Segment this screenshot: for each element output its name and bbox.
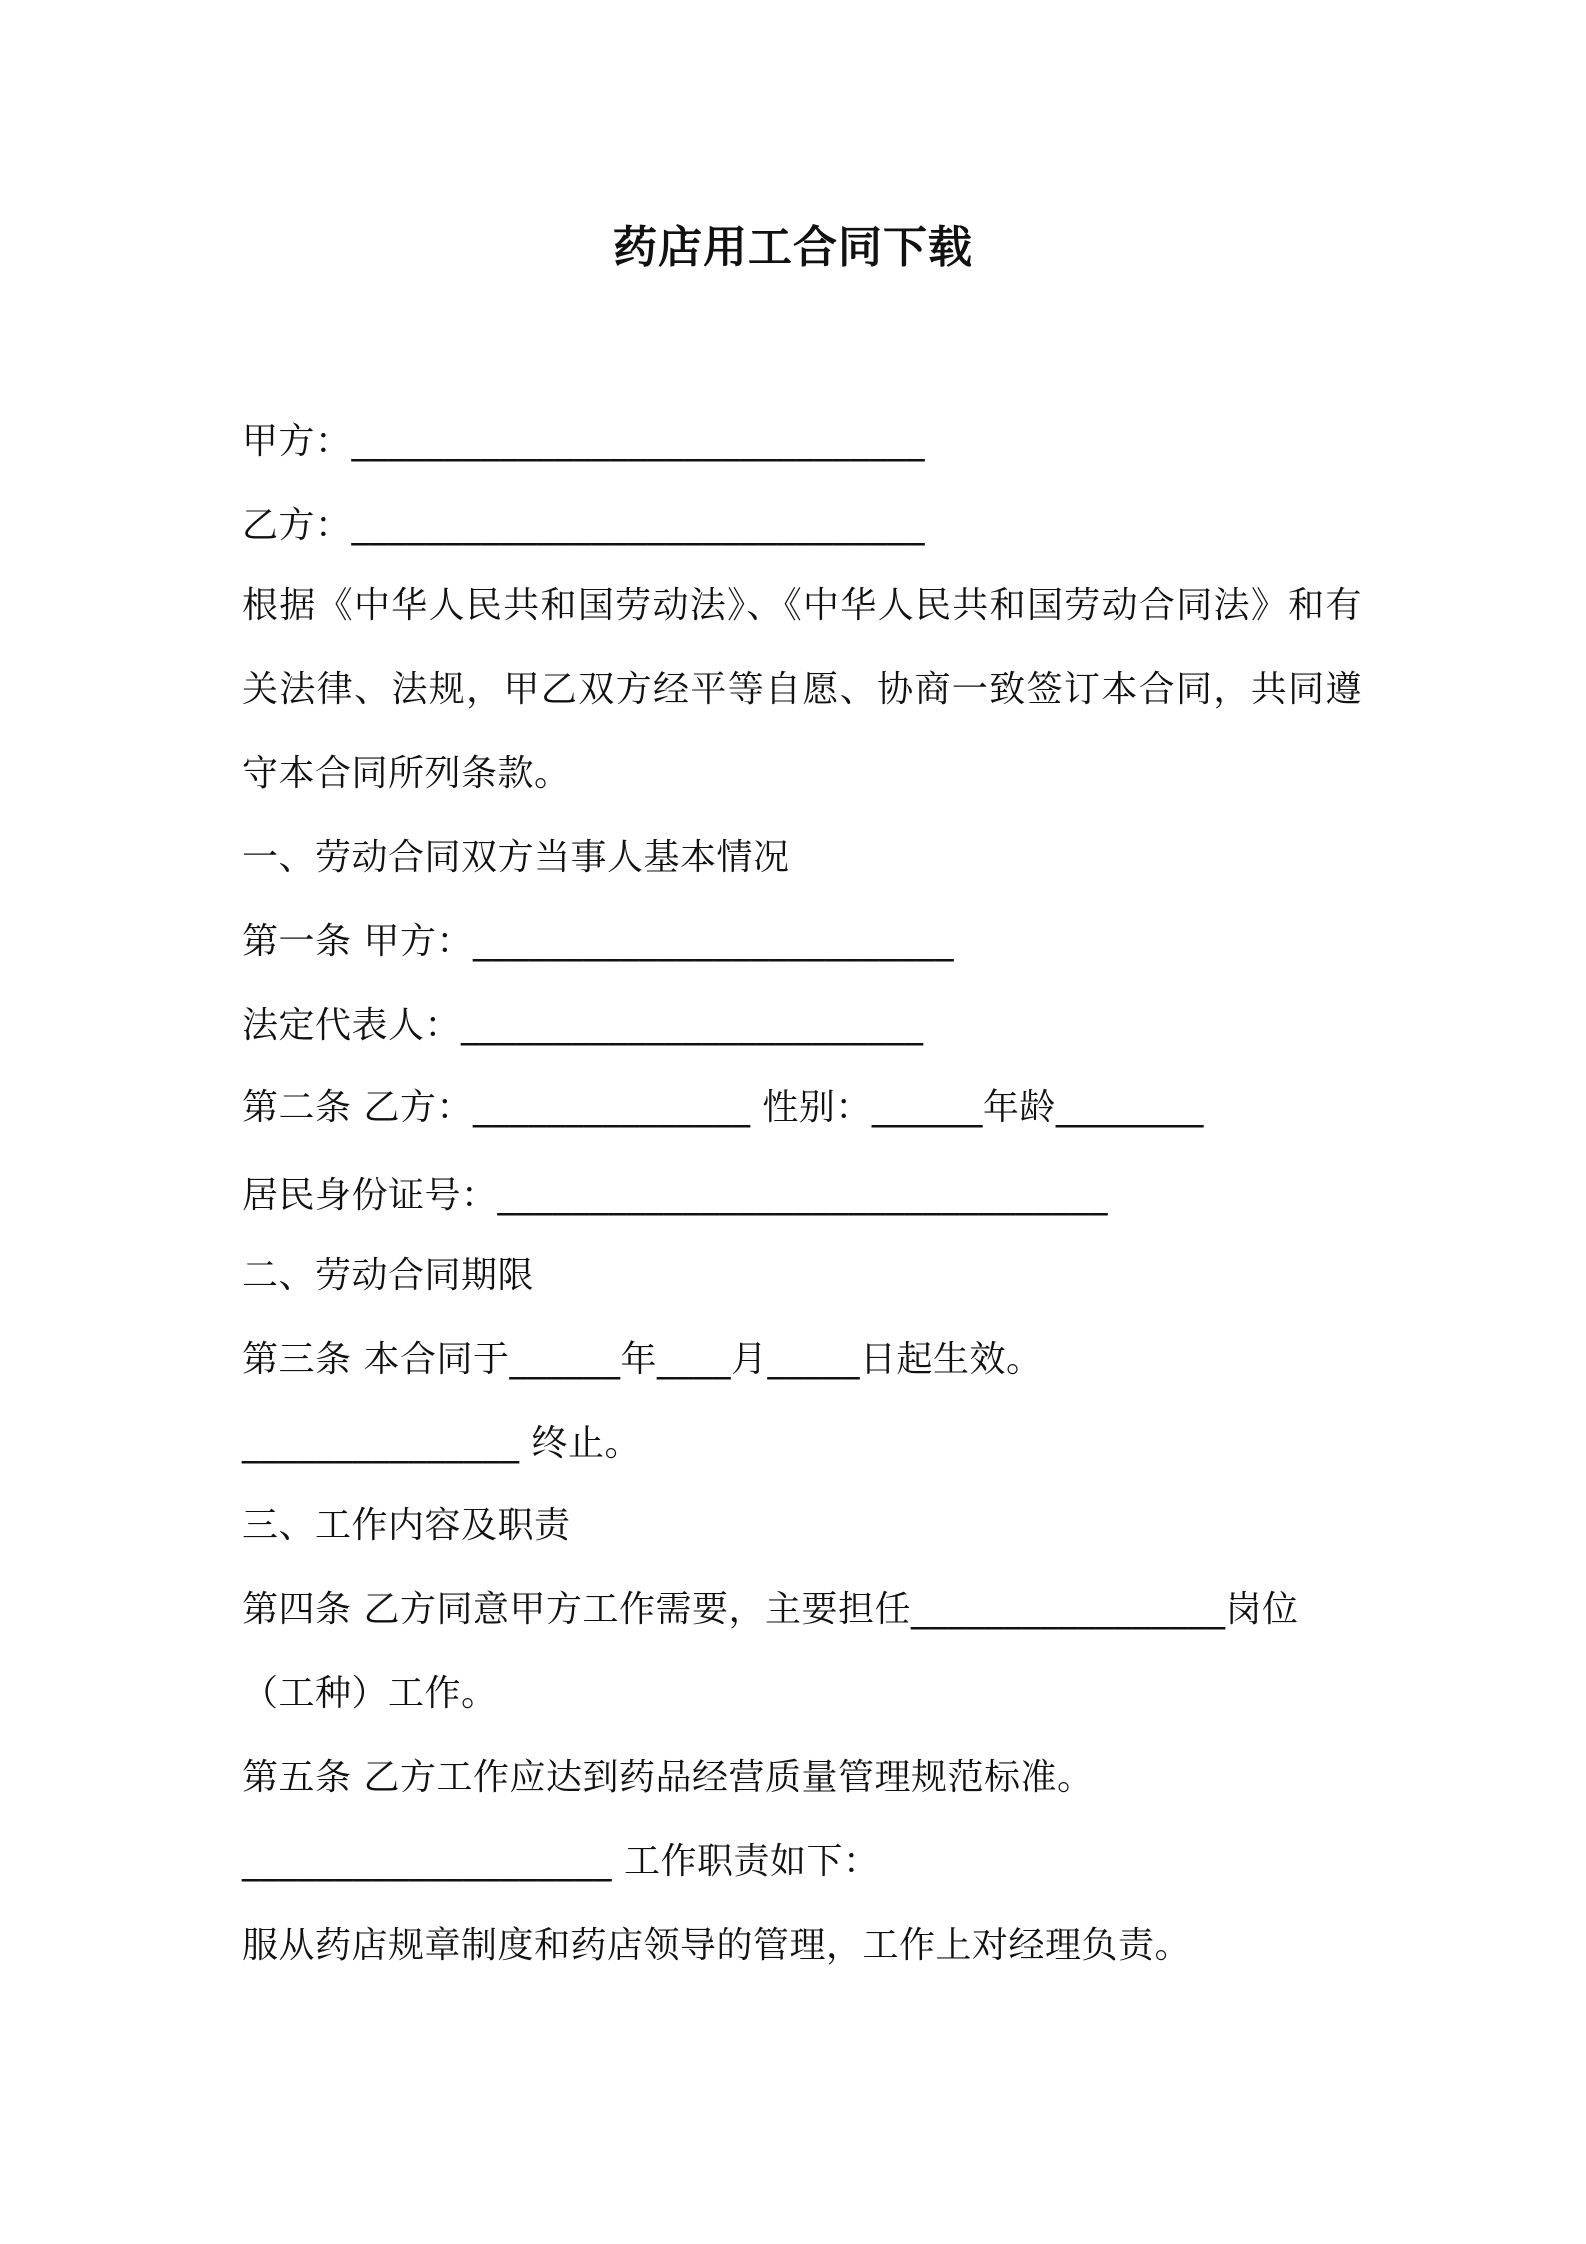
- article1-line: 第一条 甲方：__________________________: [242, 921, 954, 962]
- legal-representative-line: 法定代表人：_________________________: [242, 1005, 924, 1046]
- section2-heading: 二、劳动合同期限: [242, 1255, 535, 1296]
- article3-line: 第三条 本合同于______年____月_____日起生效。: [242, 1339, 1043, 1380]
- article5-line: 第五条 乙方工作应达到药品经营质量管理规范标准。: [242, 1757, 1094, 1798]
- section1-heading: 一、劳动合同双方当事人基本情况: [242, 837, 790, 878]
- termination-line: _______________ 终止。: [242, 1423, 641, 1464]
- document-title: 药店用工合同下载: [613, 222, 973, 273]
- article4-line2: （工种）工作。: [242, 1673, 498, 1714]
- article4-line1: 第四条 乙方同意甲方工作需要，主要担任_________________岗位: [242, 1589, 1299, 1630]
- intro-paragraph: 根据《中华人民共和国劳动法》、《中华人民共和国劳动合同法》和有关法律、法规，甲乙双方经平等自愿、协商一致签订本合同，共同遵守本合同所列条款。: [242, 585, 1362, 794]
- duties-intro-line: ____________________ 工作职责如下：: [242, 1841, 880, 1882]
- party-b-line: 乙方：_______________________________: [242, 505, 926, 546]
- section3-heading: 三、工作内容及职责: [242, 1505, 571, 1546]
- duties-text-line: 服从药店规章制度和药店领导的管理，工作上对经理负责。: [242, 1925, 1192, 1966]
- party-a-line: 甲方：_______________________________: [242, 421, 926, 462]
- id-number-line: 居民身份证号：_________________________________: [242, 1175, 1109, 1216]
- article2-line: 第二条 乙方：_______________ 性别：______年龄________: [242, 1087, 1204, 1128]
